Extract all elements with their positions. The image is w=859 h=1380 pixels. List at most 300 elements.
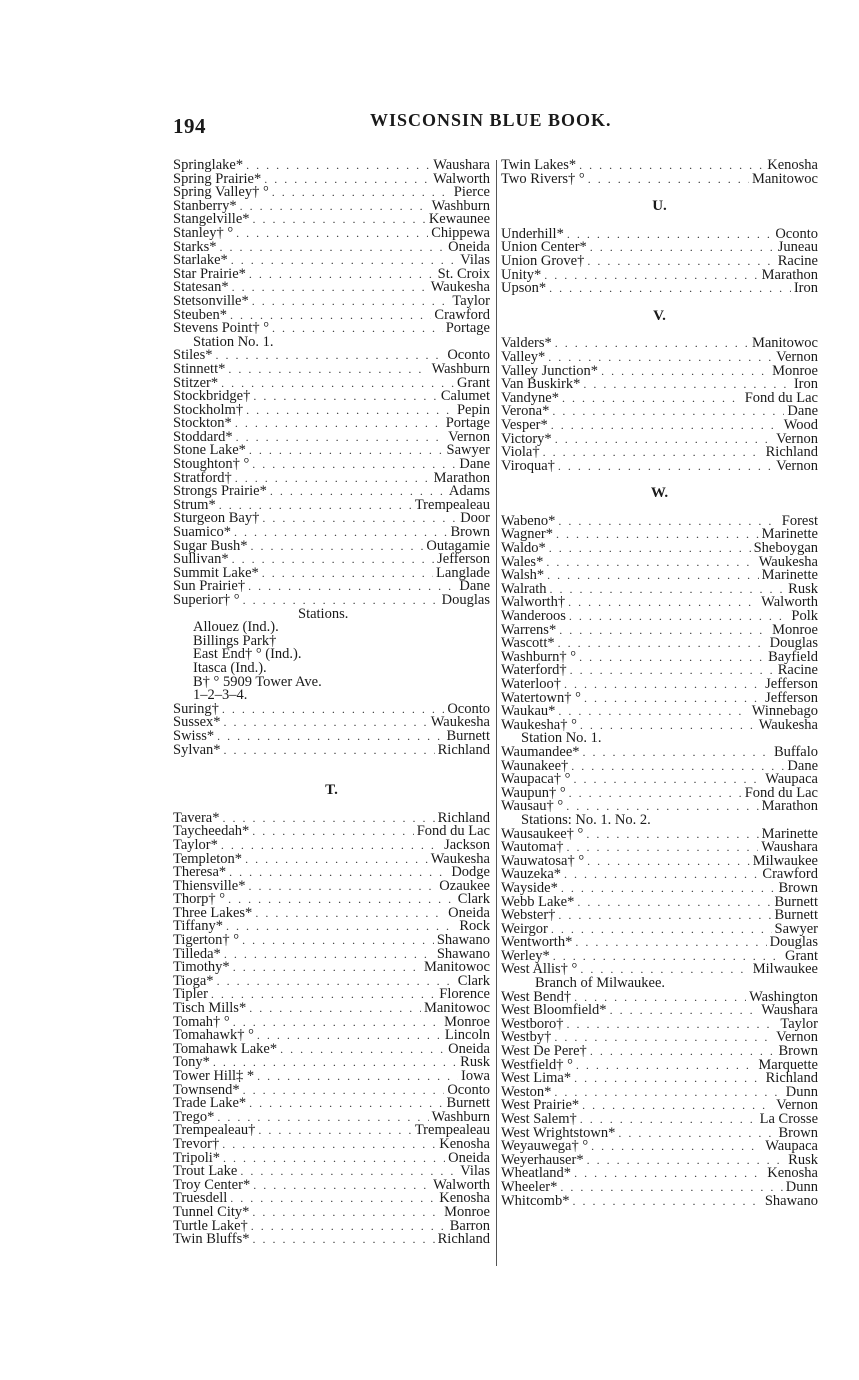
post-office-name: Wascott* xyxy=(501,635,555,652)
county-name: Waukesha xyxy=(430,714,490,731)
dot-leader xyxy=(562,392,742,406)
dot-leader xyxy=(569,787,742,801)
dot-leader xyxy=(567,228,772,242)
post-office-name: Watertown† ° xyxy=(501,689,581,706)
post-office-name: Templeton* xyxy=(173,850,243,867)
county-name: Pierce xyxy=(453,184,490,201)
county-name: Racine xyxy=(777,662,818,679)
dot-leader xyxy=(272,186,451,200)
entry-row xyxy=(173,1040,490,1057)
post-office-name: Tomah† ° xyxy=(173,1013,230,1030)
post-office-name: Tigerton† ° xyxy=(173,932,240,949)
post-office-name: Sturgeon Bay† xyxy=(173,510,260,527)
county-name: Oneida xyxy=(448,1040,490,1057)
dot-leader xyxy=(224,948,434,962)
post-office-name: Walsh* xyxy=(501,567,545,584)
county-name: Marathon xyxy=(761,266,818,283)
post-office-name: Valders* xyxy=(501,335,552,352)
county-name: Dane xyxy=(787,403,818,420)
post-office-name: Verona* xyxy=(501,403,550,420)
station-item: Allouez (Ind.). xyxy=(193,619,279,636)
section-heading-t: T. xyxy=(325,782,338,799)
county-name: Burnett xyxy=(446,1095,490,1112)
section-heading-u: U. xyxy=(652,198,667,215)
county-name: Brown xyxy=(450,524,490,541)
post-office-name: Union Grove† xyxy=(501,252,585,269)
dot-leader xyxy=(555,337,749,351)
entry-row xyxy=(501,569,818,583)
post-office-name: Valley Junction* xyxy=(501,362,599,379)
post-office-name: Stinnett* xyxy=(173,360,226,377)
post-office-name: Stratford† xyxy=(173,469,232,486)
county-name: Rusk xyxy=(788,1151,818,1168)
station-item: East End† ° (Ind.). xyxy=(193,646,302,663)
county-name: Racine xyxy=(777,252,818,269)
station-item: B† ° 5909 Tower Ave. xyxy=(193,673,322,690)
dot-leader xyxy=(552,405,784,419)
entry-row xyxy=(501,337,818,351)
county-name: Marinette xyxy=(761,526,818,543)
county-name: Sheboygan xyxy=(753,540,818,557)
county-name: Washburn xyxy=(431,1108,490,1125)
post-office-name: Star Prairie* xyxy=(173,265,246,282)
post-office-name: West Lima* xyxy=(501,1070,572,1087)
post-office-name: Vesper* xyxy=(501,416,548,433)
post-office-name: Victory* xyxy=(501,430,552,447)
county-name: Waukesha xyxy=(758,716,818,733)
dot-leader xyxy=(231,254,457,268)
dot-leader xyxy=(576,1059,756,1073)
county-name: Douglas xyxy=(441,592,490,608)
county-name: Adams xyxy=(448,483,490,500)
station-item: 1–2–3–4. xyxy=(193,687,248,704)
county-name: Vernon xyxy=(776,457,818,474)
county-name: Clark xyxy=(457,891,490,908)
post-office-name: Stockbridge† xyxy=(173,388,251,405)
county-name: Manitowoc xyxy=(751,170,818,187)
county-name: Grant xyxy=(456,374,490,391)
post-office-name: Townsend* xyxy=(173,1081,240,1098)
county-name: Richland xyxy=(437,741,490,758)
dot-leader xyxy=(222,1138,436,1152)
dot-leader xyxy=(252,1206,441,1220)
post-office-name: West Bend† xyxy=(501,988,572,1005)
entry-list xyxy=(501,988,818,1209)
post-office-name: Stetsonville* xyxy=(173,292,249,309)
county-name: Walworth xyxy=(433,170,490,187)
dot-leader xyxy=(226,920,456,934)
county-name: Vernon xyxy=(776,1029,818,1046)
dot-leader xyxy=(573,773,762,787)
post-office-name: Walworth† xyxy=(501,594,566,611)
county-name: Waupaca xyxy=(765,1138,818,1155)
dot-leader xyxy=(558,515,778,529)
dot-leader xyxy=(570,664,775,678)
post-office-name: Starks* xyxy=(173,238,217,255)
county-name: Crawford xyxy=(434,306,490,323)
post-office-name: Weirgor xyxy=(501,920,548,937)
dot-leader xyxy=(240,1165,457,1179)
post-office-name: Wausau† ° xyxy=(501,798,564,815)
post-office-name: West De Pere† xyxy=(501,1043,587,1060)
county-name: Outagamie xyxy=(426,537,490,554)
county-name: Forest xyxy=(781,512,818,529)
county-name: St. Croix xyxy=(437,265,490,282)
post-office-name: Truesdell xyxy=(173,1190,228,1207)
dot-leader xyxy=(558,909,771,923)
dot-leader xyxy=(577,896,771,910)
dot-leader xyxy=(253,1179,430,1193)
dot-leader xyxy=(555,433,773,447)
post-office-name: Tipler xyxy=(173,986,208,1003)
entry-row xyxy=(173,360,490,377)
dot-leader xyxy=(233,961,421,975)
post-office-name: Viola† xyxy=(501,444,540,461)
county-name: Iowa xyxy=(461,1068,490,1084)
post-office-name: Werley* xyxy=(501,947,550,964)
post-office-name: Tilleda* xyxy=(173,945,221,962)
dot-leader xyxy=(550,583,786,597)
county-name: Rock xyxy=(459,918,490,935)
post-office-name: Tavera* xyxy=(173,809,220,826)
post-office-name: Trego* xyxy=(173,1108,215,1125)
dot-leader xyxy=(264,173,430,187)
dot-leader xyxy=(564,678,762,692)
dot-leader xyxy=(544,269,758,283)
dot-leader xyxy=(252,458,456,472)
county-name: Winnebago xyxy=(751,703,818,720)
post-office-name: Webster† xyxy=(501,907,556,924)
county-name: Marathon xyxy=(433,469,490,486)
county-name: Oneida xyxy=(448,904,490,921)
post-office-name: Stoddard* xyxy=(173,428,233,445)
dot-leader xyxy=(240,200,429,214)
county-name: Bayfield xyxy=(768,648,818,665)
county-name: Monroe xyxy=(444,1013,490,1030)
dot-leader xyxy=(245,853,428,867)
post-office-name: Valley* xyxy=(501,348,546,365)
post-office-name: Weyauwega† ° xyxy=(501,1138,589,1155)
post-office-name: Stoughton† ° xyxy=(173,456,250,473)
branch-note: Branch of Milwaukee. xyxy=(535,975,666,992)
dot-leader xyxy=(569,610,789,624)
post-office-name: Waterford† xyxy=(501,662,567,679)
county-name: Douglas xyxy=(769,635,818,652)
county-name: Taylor xyxy=(452,292,490,309)
post-office-name: Taycheedah* xyxy=(173,823,250,840)
county-name: Washburn xyxy=(431,197,490,214)
post-office-name: Westby† xyxy=(501,1029,552,1046)
county-name: Calumet xyxy=(440,388,490,405)
post-office-name: Whitcomb* xyxy=(501,1192,570,1209)
dot-leader xyxy=(590,241,775,255)
county-name: Marinette xyxy=(761,567,818,584)
dot-leader xyxy=(257,1070,458,1084)
dot-leader xyxy=(242,934,434,948)
dot-leader xyxy=(233,1016,441,1030)
post-office-name: Sugar Bush* xyxy=(173,537,248,554)
dot-leader xyxy=(574,1167,764,1181)
dot-leader xyxy=(248,580,456,594)
dot-leader xyxy=(236,227,428,241)
entry-list xyxy=(501,743,818,815)
county-name: Richland xyxy=(765,1070,818,1087)
county-name: Iron xyxy=(793,376,818,393)
dot-leader xyxy=(249,1002,421,1016)
county-name: Kenosha xyxy=(767,157,818,173)
section-heading-v: V. xyxy=(653,307,666,324)
dot-leader xyxy=(280,1043,445,1057)
dot-leader xyxy=(574,1072,763,1086)
post-office-name: Viroqua† xyxy=(501,457,555,474)
dot-leader xyxy=(221,839,441,853)
entry-list xyxy=(501,512,818,733)
post-office-name: Spring Prairie* xyxy=(173,170,262,187)
post-office-name: Tony* xyxy=(173,1054,210,1071)
dot-leader xyxy=(564,868,759,882)
page-number: 194 xyxy=(173,114,206,138)
county-name: Barron xyxy=(449,1217,490,1234)
dot-leader xyxy=(566,841,758,855)
post-office-name: Wentworth* xyxy=(501,934,573,951)
dot-leader xyxy=(618,1127,775,1141)
dot-leader xyxy=(583,746,771,760)
county-name: Monroe xyxy=(772,362,818,379)
post-office-name: Starlake* xyxy=(173,252,228,269)
dot-leader xyxy=(222,812,434,826)
post-office-name: Warrens* xyxy=(501,621,557,638)
county-name: Burnett xyxy=(774,907,818,924)
dot-leader xyxy=(549,542,751,556)
post-office-name: Spring Valley† ° xyxy=(173,184,269,201)
dot-leader xyxy=(572,1195,761,1209)
dot-leader xyxy=(546,556,755,570)
post-office-name: Westfield† ° xyxy=(501,1056,573,1073)
county-name: Crawford xyxy=(762,866,818,883)
post-office-name: Westboro† xyxy=(501,1015,564,1032)
station-note: Stations: No. 1. No. 2. xyxy=(521,811,651,828)
dot-leader xyxy=(230,1192,436,1206)
county-name: Trempealeau xyxy=(414,496,490,513)
dot-leader xyxy=(221,377,454,391)
dot-leader xyxy=(253,213,426,227)
dot-leader xyxy=(580,719,756,733)
county-name: Douglas xyxy=(769,934,818,951)
county-name: Kenosha xyxy=(767,1165,818,1182)
county-name: Jefferson xyxy=(437,551,490,568)
post-office-name: Two Rivers† ° xyxy=(501,170,585,187)
county-name: Vernon xyxy=(776,1097,818,1114)
stations-label: Stations. xyxy=(298,605,349,622)
post-office-name: Trempealeau† xyxy=(173,1122,256,1139)
right-column xyxy=(501,159,818,1208)
entry-list xyxy=(501,825,818,978)
county-name: Rusk xyxy=(788,580,818,597)
county-name: Brown xyxy=(778,1043,818,1060)
county-name: Pepin xyxy=(456,401,490,418)
post-office-name: Waupun† ° xyxy=(501,784,566,801)
post-office-name: Stone Lake* xyxy=(173,442,246,459)
post-office-name: Wanderoos xyxy=(501,608,566,625)
county-name: Kenosha xyxy=(439,1190,490,1207)
post-office-name: Stevens Point† ° xyxy=(173,320,270,337)
county-name: Florence xyxy=(439,986,490,1003)
post-office-name: Underhill* xyxy=(501,225,564,242)
post-office-name: Tripoli* xyxy=(173,1149,221,1166)
county-name: Dodge xyxy=(451,864,490,881)
county-name: Monroe xyxy=(772,621,818,638)
county-name: Vernon xyxy=(776,348,818,365)
post-office-name: West Salem† xyxy=(501,1111,577,1127)
county-name: Buffalo xyxy=(773,743,818,760)
dot-leader xyxy=(228,363,428,377)
post-office-name: Strongs Prairie* xyxy=(173,483,267,500)
county-name: Rusk xyxy=(460,1054,490,1071)
post-office-name: Stockton* xyxy=(173,415,232,432)
post-office-name: Tunnel City* xyxy=(173,1203,250,1220)
county-name: Iron xyxy=(793,280,818,297)
county-name: Richland xyxy=(437,1231,490,1248)
dot-leader xyxy=(232,553,435,567)
county-name: Walworth xyxy=(761,594,818,611)
county-name: Sawyer xyxy=(446,442,490,459)
county-name: Fond du Lac xyxy=(744,784,818,801)
entry-list xyxy=(501,225,818,297)
dot-leader xyxy=(217,975,455,989)
county-name: Portage xyxy=(445,320,490,337)
county-name: Ozaukee xyxy=(439,877,490,894)
post-office-name: Statesan* xyxy=(173,279,229,296)
dot-leader xyxy=(215,349,444,363)
county-name: Oconto xyxy=(447,700,490,717)
county-name: Oconto xyxy=(447,1081,490,1098)
post-office-name: Stiles* xyxy=(173,347,213,364)
post-office-name: West Bloomfield* xyxy=(501,1002,607,1019)
dot-leader xyxy=(262,512,457,526)
county-name: Shawano xyxy=(764,1192,818,1209)
county-name: Fond du Lac xyxy=(416,823,490,840)
county-name: Brown xyxy=(778,879,818,896)
dot-leader xyxy=(262,567,433,581)
post-office-name: Weyerhauser* xyxy=(501,1151,584,1168)
county-name: Waukesha xyxy=(430,279,490,296)
dot-leader xyxy=(234,526,448,540)
post-office-name: Waunakee† xyxy=(501,757,569,774)
post-office-name: Three Lakes* xyxy=(173,904,253,921)
dot-leader xyxy=(543,446,763,460)
dot-leader xyxy=(222,703,444,717)
county-name: Milwaukee xyxy=(752,961,818,978)
post-office-name: Stanberry* xyxy=(173,197,237,214)
county-name: Waukesha xyxy=(430,850,490,867)
dot-leader xyxy=(258,1124,411,1138)
entry-row xyxy=(173,224,490,241)
county-name: Grant xyxy=(784,947,818,964)
station-item: Billings Park† xyxy=(193,632,277,649)
entry-row xyxy=(501,457,818,474)
county-name: Clark xyxy=(457,972,490,989)
county-name: Kewaunee xyxy=(428,211,490,228)
post-office-name: Tomahawk Lake* xyxy=(173,1040,278,1057)
county-name: Jackson xyxy=(444,836,490,853)
county-name: Fond du Lac xyxy=(744,389,818,406)
dot-leader xyxy=(558,637,767,651)
county-name: Dane xyxy=(459,456,490,473)
dot-leader xyxy=(590,1045,776,1059)
post-office-name: Sun Prairie† xyxy=(173,578,246,595)
entry-list xyxy=(173,349,490,607)
county-name: Richland xyxy=(765,444,818,461)
entry-row xyxy=(173,741,490,758)
post-office-name: Tioga* xyxy=(173,972,214,989)
county-name: Jefferson xyxy=(765,689,818,706)
dot-leader xyxy=(560,1181,782,1195)
county-name: Door xyxy=(460,510,490,527)
post-office-name: Troy Center* xyxy=(173,1176,251,1193)
dot-leader xyxy=(252,825,413,839)
post-office-name: Wagner* xyxy=(501,526,553,543)
entry-row xyxy=(501,405,818,419)
dot-leader xyxy=(587,255,774,269)
post-office-name: Steuben* xyxy=(173,306,227,323)
entry-list xyxy=(501,337,818,473)
dot-leader xyxy=(559,624,769,638)
dot-leader xyxy=(601,365,769,379)
post-office-name: Tisch Mills* xyxy=(173,1000,247,1017)
column-divider xyxy=(496,160,497,1266)
county-name: Dane xyxy=(787,757,818,774)
post-office-name: Union Center* xyxy=(501,239,587,256)
entry-row xyxy=(173,961,490,975)
county-name: Marquette xyxy=(758,1056,818,1073)
post-office-name: West Allis† ° xyxy=(501,961,578,978)
post-office-name: Walrath xyxy=(501,580,547,597)
county-name: Wood xyxy=(783,416,818,433)
county-name: Chippewa xyxy=(431,224,490,241)
county-name: La Crosse xyxy=(759,1111,818,1127)
dot-leader xyxy=(224,744,435,758)
station-note: Station No. 1. xyxy=(193,333,274,350)
county-name: Oconto xyxy=(447,347,490,364)
post-office-name: Springlake* xyxy=(173,157,244,173)
post-office-name: Tiffany* xyxy=(173,918,223,935)
entry-row xyxy=(173,1233,490,1247)
post-office-name: Sussex* xyxy=(173,714,221,731)
post-office-name: Tomahawk† ° xyxy=(173,1027,254,1044)
dot-leader xyxy=(561,882,776,896)
county-name: Vernon xyxy=(776,430,818,447)
dot-leader xyxy=(587,855,750,869)
post-office-name: Upson* xyxy=(501,280,547,297)
entry-row xyxy=(501,266,818,283)
dot-leader xyxy=(251,540,424,554)
entry-list xyxy=(501,159,818,186)
post-office-name: Wausaukee† ° xyxy=(501,825,584,842)
county-name: Waukesha xyxy=(758,553,818,570)
post-office-name: Wautoma† xyxy=(501,839,564,856)
dot-leader xyxy=(551,923,772,937)
post-office-name: Trout Lake xyxy=(173,1163,238,1180)
county-name: Waupaca xyxy=(765,771,818,788)
entry-row xyxy=(501,1192,818,1209)
post-office-name: Webb Lake* xyxy=(501,893,575,910)
dot-leader xyxy=(228,893,455,907)
dot-leader xyxy=(587,1154,786,1168)
county-name: Brown xyxy=(778,1124,818,1141)
county-name: Sawyer xyxy=(774,920,818,937)
county-name: Shawano xyxy=(436,945,490,962)
section-heading-w: W. xyxy=(650,485,669,502)
